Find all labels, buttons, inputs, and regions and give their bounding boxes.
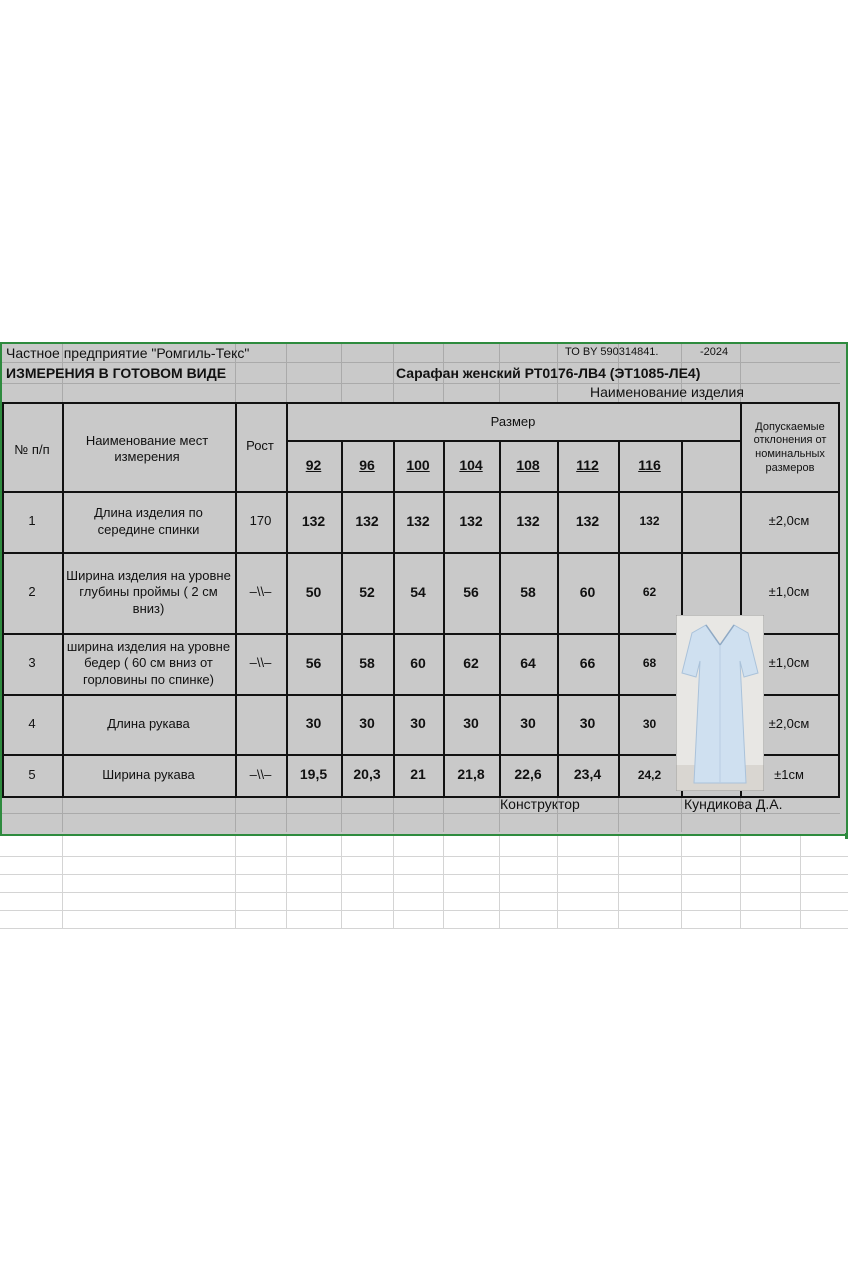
row-tolerance: ±2,0см <box>768 715 810 731</box>
empty-grid-row <box>0 910 848 911</box>
row-measurement-name: ширина изделия на уровне бедер ( 60 см вниз от горловины по спинке) <box>66 639 231 687</box>
size-header: 100 <box>406 457 430 474</box>
header-size: Размер <box>490 413 536 429</box>
row-value: 58 <box>359 654 375 671</box>
row-value: 21 <box>410 766 426 783</box>
row-tolerance: ±2,0см <box>768 513 810 529</box>
grid-col-line <box>618 796 619 832</box>
row-value: 30 <box>520 715 536 732</box>
row-height: 170 <box>249 513 272 529</box>
empty-grid-col <box>286 836 287 928</box>
row-value: 30 <box>463 715 479 732</box>
row-number: 1 <box>28 513 36 529</box>
row-value: 132 <box>406 512 430 529</box>
row-value: 62 <box>642 585 657 599</box>
row-value: 56 <box>463 583 479 600</box>
footer-person: Кундикова Д.А. <box>684 796 783 813</box>
row-value: 132 <box>516 512 540 529</box>
empty-grid-row <box>0 856 848 857</box>
row-number: 2 <box>28 584 36 600</box>
row-tolerance: ±1см <box>774 766 804 782</box>
row-measurement-name: Ширина изделия на уровне глубины проймы ( 2 см вниз) <box>66 568 231 616</box>
row-value: 30 <box>305 715 322 732</box>
company-name: Частное предприятие "Ромгиль-Текс" <box>6 345 250 362</box>
row-value: 132 <box>639 514 660 528</box>
size-header: 92 <box>305 457 322 474</box>
row-value: 68 <box>642 656 657 670</box>
document-year: -2024 <box>700 346 729 359</box>
row-value: 23,4 <box>573 766 602 783</box>
footer-role: Конструктор <box>500 796 580 813</box>
row-number: 5 <box>28 766 36 782</box>
grid-col-line <box>286 796 287 832</box>
row-number: 3 <box>28 655 36 671</box>
grid-col-line <box>393 796 394 832</box>
row-height <box>235 694 286 754</box>
grid-col-line <box>62 796 63 832</box>
row-height: –\\– <box>249 766 272 782</box>
row-value: 21,8 <box>457 766 485 783</box>
empty-grid-col <box>557 836 558 928</box>
grid-col-line <box>393 344 394 402</box>
size-header: 116 <box>638 457 661 474</box>
row-value: 56 <box>305 654 322 671</box>
size-header: 112 <box>576 457 599 474</box>
row-value: 19,5 <box>299 766 328 783</box>
row-value: 132 <box>301 512 326 529</box>
document-title: ИЗМЕРЕНИЯ В ГОТОВОМ ВИДЕ <box>6 365 227 382</box>
row-value: 30 <box>410 715 426 732</box>
grid-col-line <box>341 796 342 832</box>
row-value: 66 <box>579 654 596 671</box>
row-measurement-name: Ширина рукава <box>102 766 195 782</box>
row-height: –\\– <box>249 655 272 671</box>
row-value: 20,3 <box>353 766 381 783</box>
row-measurement-name: Длина рукава <box>107 715 190 731</box>
product-name: Сарафан женский РТ0176-ЛВ4 (ЭТ1085-ЛЕ4) <box>396 365 701 382</box>
grid-col-line <box>443 796 444 832</box>
row-value: 60 <box>579 583 596 600</box>
header-num: № п/п <box>14 441 50 457</box>
row-height: –\\– <box>249 584 272 600</box>
row-value: 62 <box>463 654 479 671</box>
standard-number: ТО BY 590314841. <box>565 346 659 359</box>
table-col-border <box>838 402 840 796</box>
grid-col-line <box>681 796 682 832</box>
row-value: 54 <box>410 583 426 600</box>
row-value: 30 <box>359 715 375 732</box>
row-tolerance: ±1,0см <box>768 584 810 600</box>
empty-grid-col <box>800 836 801 928</box>
empty-grid-col <box>341 836 342 928</box>
row-value: 132 <box>355 512 379 529</box>
empty-grid-col <box>443 836 444 928</box>
row-value: 24,2 <box>637 767 662 782</box>
row-value: 64 <box>520 654 536 671</box>
table-row-border <box>2 402 840 404</box>
size-header: 108 <box>516 457 540 474</box>
empty-grid-col <box>62 836 63 928</box>
header-height: Рост <box>246 437 274 453</box>
row-measurement-name: Длина изделия по середине спинки <box>94 505 203 537</box>
size-header-divider <box>286 440 740 442</box>
row-value: 132 <box>575 512 600 529</box>
row-value: 58 <box>520 583 536 600</box>
product-photo <box>676 615 764 791</box>
row-value: 22,6 <box>514 766 542 783</box>
row-number: 4 <box>28 715 36 731</box>
size-header: 96 <box>359 457 375 474</box>
product-caption: Наименование изделия <box>590 384 744 401</box>
empty-grid-col <box>499 836 500 928</box>
empty-grid-col <box>393 836 394 928</box>
row-value: 132 <box>459 512 483 529</box>
header-tolerance: Допускаемые отклонения от номинальных размеров <box>753 420 827 474</box>
empty-grid-col <box>618 836 619 928</box>
grid-col-line <box>341 344 342 402</box>
grid-col-line <box>235 796 236 832</box>
row-tolerance: ±1,0см <box>768 655 810 671</box>
dress-icon <box>676 615 764 791</box>
empty-grid-row <box>0 892 848 893</box>
empty-grid-col <box>681 836 682 928</box>
size-header: 104 <box>459 457 483 474</box>
row-value: 52 <box>359 583 375 600</box>
empty-grid-col <box>235 836 236 928</box>
row-value: 60 <box>410 654 426 671</box>
empty-grid-row <box>0 928 848 929</box>
empty-grid-row <box>0 874 848 875</box>
header-measurement-name: Наименование мест измерения <box>85 432 209 464</box>
row-value: 30 <box>579 715 596 732</box>
row-value: 50 <box>305 583 322 600</box>
empty-grid-col <box>740 836 741 928</box>
row-value: 30 <box>642 716 657 731</box>
